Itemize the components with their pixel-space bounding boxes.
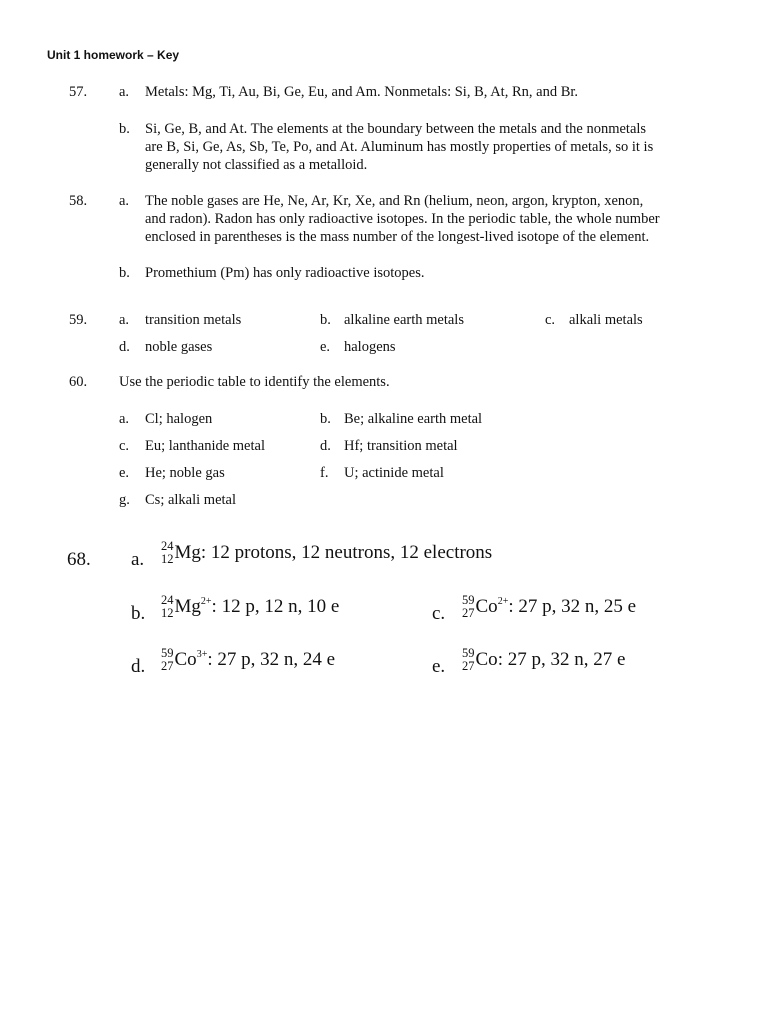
answer-label: d. bbox=[131, 656, 146, 677]
answer-text: Cs; alkali metal bbox=[145, 492, 237, 508]
question-number-58: 58. bbox=[69, 193, 88, 209]
atomic-number: 27 bbox=[462, 659, 475, 673]
answer-label: b. bbox=[320, 312, 331, 328]
answer-label: a. bbox=[119, 411, 130, 427]
answer-text: noble gases bbox=[145, 339, 213, 355]
element-symbol: Co bbox=[475, 596, 498, 617]
answer-text: He; noble gas bbox=[145, 465, 225, 481]
answer-label: g. bbox=[119, 492, 130, 508]
answer-text: Cl; halogen bbox=[145, 411, 213, 427]
atomic-number: 12 bbox=[161, 552, 174, 566]
answer-label: a. bbox=[119, 193, 130, 209]
nuclide-numbers bbox=[161, 594, 174, 620]
answer-text: Eu; lanthanide metal bbox=[145, 438, 265, 454]
answer-label: b. bbox=[131, 603, 146, 624]
answer-label: e. bbox=[119, 465, 130, 481]
isotope-answer bbox=[161, 647, 335, 673]
answer-text: Metals: Mg, Ti, Au, Bi, Ge, Eu, and Am. Nonmetals: Si, B, At, Rn, and Br. bbox=[145, 84, 579, 100]
answer-text: halogens bbox=[344, 339, 396, 355]
mass-number: 59 bbox=[462, 646, 475, 660]
answer-text: alkaline earth metals bbox=[344, 312, 464, 328]
element-symbol: Mg bbox=[174, 596, 201, 617]
nuclide-numbers bbox=[462, 594, 475, 620]
answer-text: : 27 p, 32 n, 25 e bbox=[508, 596, 637, 617]
answer-text: transition metals bbox=[145, 312, 242, 328]
atomic-number: 27 bbox=[161, 659, 174, 673]
ion-charge: 3+ bbox=[196, 649, 208, 661]
element-symbol: Co bbox=[475, 649, 498, 670]
answer-text: Promethium (Pm) has only radioactive isotopes. bbox=[145, 265, 425, 281]
answer-label: d. bbox=[119, 339, 130, 355]
answer-text-line: The noble gases are He, Ne, Ar, Kr, Xe, and Rn (helium, neon, argon, krypton, xenon, bbox=[145, 193, 644, 209]
answer-text: : 12 p, 12 n, 10 e bbox=[211, 596, 340, 617]
element-symbol: Mg bbox=[174, 542, 201, 563]
answer-text-line: are B, Si, Ge, As, Sb, Te, Po, and At. Aluminum has mostly properties of metals, so it is bbox=[145, 139, 654, 155]
mass-number: 24 bbox=[161, 593, 174, 607]
atomic-number: 27 bbox=[462, 606, 475, 620]
answer-text: Hf; transition metal bbox=[344, 438, 458, 454]
answer-text: U; actinide metal bbox=[344, 465, 444, 481]
document-header: Unit 1 homework – Key bbox=[47, 48, 180, 62]
ion-charge: 2+ bbox=[497, 596, 509, 608]
answer-label: b. bbox=[119, 265, 130, 281]
nuclide-numbers bbox=[161, 540, 174, 566]
answer-text-line: and radon). Radon has only radioactive isotopes. In the periodic table, the whole number bbox=[145, 211, 660, 227]
answer-text: : 27 p, 32 n, 24 e bbox=[207, 649, 336, 670]
answer-label: b. bbox=[320, 411, 331, 427]
answer-label: d. bbox=[320, 438, 331, 454]
question-number-57: 57. bbox=[69, 84, 88, 100]
question-intro: Use the periodic table to identify the elements. bbox=[119, 374, 390, 390]
answer-label: c. bbox=[432, 603, 446, 624]
ion-charge: 2+ bbox=[200, 596, 212, 608]
question-number-60: 60. bbox=[69, 374, 88, 390]
answer-text: : 27 p, 32 n, 27 e bbox=[497, 649, 626, 670]
isotope-answer bbox=[161, 540, 492, 566]
answer-label: a. bbox=[119, 84, 130, 100]
nuclide-numbers bbox=[161, 647, 174, 673]
answer-label: a. bbox=[119, 312, 130, 328]
isotope-answer bbox=[462, 647, 625, 673]
mass-number: 59 bbox=[462, 593, 475, 607]
mass-number: 59 bbox=[161, 646, 174, 660]
answer-label: f. bbox=[320, 465, 329, 481]
nuclide-numbers bbox=[462, 647, 475, 673]
answer-text: alkali metals bbox=[569, 312, 643, 328]
atomic-number: 12 bbox=[161, 606, 174, 620]
mass-number: 24 bbox=[161, 539, 174, 553]
answer-text-line: Si, Ge, B, and At. The elements at the boundary between the metals and the nonmetals bbox=[145, 121, 647, 137]
answer-label: c. bbox=[545, 312, 556, 328]
answer-label: c. bbox=[119, 438, 130, 454]
answer-text-line: enclosed in parentheses is the mass number of the longest-lived isotope of the element. bbox=[145, 229, 650, 245]
isotope-answer bbox=[462, 594, 636, 620]
answer-text-line: generally not classified as a metalloid. bbox=[145, 157, 368, 173]
answer-label: a. bbox=[131, 549, 145, 570]
answer-text: Be; alkaline earth metal bbox=[344, 411, 483, 427]
answer-text: : 12 protons, 12 neutrons, 12 electrons bbox=[200, 542, 493, 563]
question-number-59: 59. bbox=[69, 312, 88, 328]
question-number-68: 68. bbox=[67, 549, 91, 570]
answer-label: e. bbox=[432, 656, 446, 677]
answer-label: b. bbox=[119, 121, 130, 137]
isotope-answer bbox=[161, 594, 339, 620]
element-symbol: Co bbox=[174, 649, 197, 670]
answer-label: e. bbox=[320, 339, 331, 355]
